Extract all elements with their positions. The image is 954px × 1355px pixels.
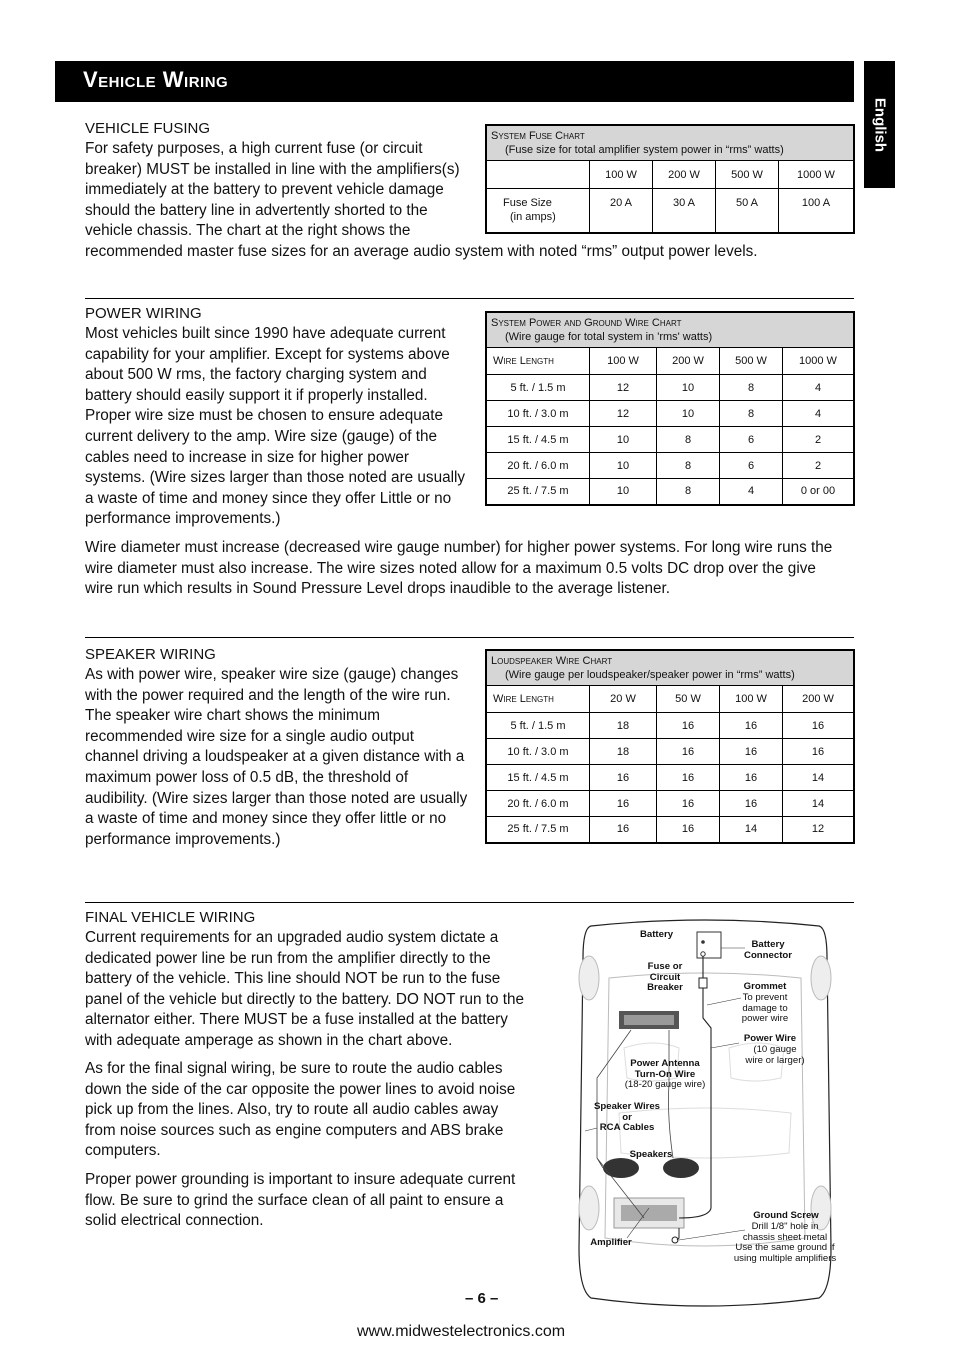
final-line: dedicated power line be run from the amplifier directly to the [85,949,491,967]
power-line: about 500 W rms, the factory charging system and [85,366,427,384]
speaker-chart-title: Loudspeaker Wire Chart [491,655,613,667]
label-line: wire or larger) [745,1054,805,1066]
fuse-row-label [486,189,590,233]
fuse-chart-header: 100 W [590,161,653,189]
final-line: battery of the vehicle. This line should NOT be run to the fuse [85,970,501,988]
final-paragraph-1 [85,928,524,1052]
fuse-chart-header: 500 W [716,161,779,189]
label-power-wire: Power Wire [743,1033,797,1044]
divider [85,637,854,638]
table-row [486,739,854,765]
power-line: systems. (Wire sizes larger than those noted are usually [85,469,466,487]
final-line: computers. [85,1142,161,1160]
table-row [486,375,854,401]
final-line: from noise sources such as engine computers and ABS brake [85,1121,504,1139]
final-line: panel of the vehicle but directly to the battery. DO NOT run to the [85,990,525,1008]
power-text-2 [85,538,832,600]
power-chart-header: Wire Length [486,348,590,375]
speaker-heading: SPEAKER WIRING [85,646,216,663]
final-line: down the side of the car opposite the power lines to avoid noise [85,1080,516,1098]
fuse-value: 50 A [716,189,779,233]
table-cell: 18 [590,739,657,765]
power-line: battery should easily support it if properly installed. [85,386,428,404]
speaker-chart-header: Wire Length [486,686,590,713]
label-battery-connector [733,940,803,961]
final-line: alternator either. There MUST be a fuse installed at the battery [85,1011,508,1029]
page-number: – 6 – [465,1290,499,1307]
label-ground-screw: Ground Screw [753,1210,819,1221]
wiring-diagram [569,918,841,1310]
fuse-chart-header: 1000 W [779,161,855,189]
table-cell: 16 [657,817,720,843]
power-line: current delivery to the amp. Wire size (gauge) of the [85,427,437,445]
fuse-chart-caption [486,125,854,161]
label-line: Turn-On Wire [634,1068,696,1080]
title-bar [55,61,854,102]
table-cell: 16 [720,739,783,765]
label-line: Battery [751,939,785,950]
power-chart-title: System Power and Ground Wire Chart [491,317,682,329]
label-battery: Battery [639,929,674,940]
table-cell: 10 [590,479,657,505]
label-antenna-note: (18-20 gauge wire) [624,1079,706,1090]
label-line: chassis sheet metal [742,1231,828,1243]
table-cell: 16 [720,791,783,817]
label-grommet: Grommet [743,981,787,992]
fusing-line: vehicle chassis. The chart at the right shows the [85,222,411,240]
table-cell: 14 [783,791,855,817]
table-cell: 25 ft. / 7.5 m [486,817,590,843]
label-grommet-note [734,993,796,1025]
label-line: Connector [744,949,792,961]
speaker-chart-header: 100 W [720,686,783,713]
table-cell: 16 [657,791,720,817]
table-cell: 16 [783,713,855,739]
label-line: power wire [741,1013,789,1024]
table-cell: 0 or 00 [783,479,855,505]
fuse-chart-header: 200 W [653,161,716,189]
table-cell: 12 [590,401,657,427]
table-cell: 4 [720,479,783,505]
label-power-wire-note [735,1045,815,1066]
table-cell: 8 [657,479,720,505]
table-cell: 12 [783,817,855,843]
label-line: Speaker Wires [593,1101,661,1112]
speaker-text [85,665,467,850]
power-line-2: wire diameter must also increase. The wire sizes noted allow for a maximum 0.5 volts DC drop over the give [85,559,816,577]
table-row [486,765,854,791]
table-cell: 10 ft. / 3.0 m [486,401,590,427]
table-cell: 8 [657,427,720,453]
speaker-line: maximum power loss of 0.5 dB, the threshold of [85,768,409,786]
label-line: Power Antenna [630,1058,700,1069]
final-line: with adequate amperage as shown in the chart above. [85,1031,453,1049]
table-row [486,791,854,817]
table-cell: 2 [783,453,855,479]
table-cell: 6 [720,453,783,479]
fusing-heading: VEHICLE FUSING [85,120,211,137]
table-cell: 16 [657,765,720,791]
label-line: damage to [742,1002,788,1014]
label-line: To prevent [742,992,788,1003]
table-cell: 18 [590,713,657,739]
speaker-line: a waste of time and money since they offer little or no [85,810,447,828]
power-line-2: wire run which results in Sound Pressure Level drops inaudible to the average listener. [85,580,671,598]
final-paragraph-3 [85,1170,515,1232]
power-chart [485,311,855,506]
divider [85,902,854,903]
table-cell: 10 ft. / 3.0 m [486,739,590,765]
final-heading: FINAL VEHICLE WIRING [85,909,256,926]
fuse-chart-subtitle: (Fuse size for total amplifier system power in “rms” watts) [505,144,784,156]
table-cell: 4 [783,375,855,401]
fuse-value: 30 A [653,189,716,233]
speaker-chart-header: 20 W [590,686,657,713]
table-cell: 16 [590,765,657,791]
label-line: Fuse or [647,961,683,972]
fuse-row-label-line: Fuse Size [503,197,552,210]
fuse-chart [485,124,855,234]
website-link[interactable]: www.midwestelectronics.com [357,1323,566,1340]
speaker-chart-header: 200 W [783,686,855,713]
label-speakers: Speakers [629,1149,673,1160]
table-cell: 2 [783,427,855,453]
fusing-line: recommended master fuse sizes for an average audio system with noted “rms” output power levels. [85,242,758,260]
fusing-line: For safety purposes, a high current fuse (or circuit [85,140,423,157]
speaker-line: As with power wire, speaker wire size (gauge) changes [85,666,459,683]
table-cell: 16 [783,739,855,765]
speaker-line: channel driving a loudspeaker at a given distance with a [85,748,465,766]
label-line: RCA Cables [599,1122,655,1133]
power-line: Most vehicles built since 1990 have adequate current [85,325,446,342]
fuse-value: 100 A [779,189,855,233]
speaker-chart-caption [486,650,854,686]
final-line: Proper power grounding is important to insure adequate current [85,1171,516,1188]
power-chart-header: 500 W [720,348,783,375]
table-row [486,401,854,427]
speaker-line: recommended wire size for a single audio output [85,727,415,745]
power-chart-header: 1000 W [783,348,855,375]
table-row [486,479,854,505]
table-cell: 10 [590,453,657,479]
fusing-line: immediately at the battery to prevent vehicle damage [85,181,444,199]
table-row [486,817,854,843]
table-cell: 6 [720,427,783,453]
table-cell: 14 [783,765,855,791]
speaker-line: performance improvements.) [85,830,281,848]
table-cell: 16 [720,713,783,739]
table-cell: 8 [657,453,720,479]
table-cell: 15 ft. / 4.5 m [486,427,590,453]
label-ground-note [727,1222,843,1264]
fuse-chart-title: System Fuse Chart [491,130,585,142]
table-cell: 12 [590,375,657,401]
speaker-chart-subtitle: (Wire gauge per loudspeaker/speaker power in “rms” watts) [505,669,795,681]
fuse-value: 20 A [590,189,653,233]
table-cell: 10 [657,401,720,427]
speaker-line: with the power required and the length of the wire run. [85,686,451,704]
table-cell: 16 [590,791,657,817]
table-row [486,427,854,453]
power-line: a waste of time and money since they offer Little or no [85,489,452,507]
table-cell: 5 ft. / 1.5 m [486,375,590,401]
speaker-line: The speaker wire chart shows the minimum [85,707,380,725]
power-line: cables need to increase in size for higher power [85,448,409,466]
power-chart-caption [486,312,854,348]
fusing-line: should the battery line in advertently shorted to the [85,201,428,219]
label-line: Use the same ground if [735,1242,835,1253]
table-cell: 16 [657,713,720,739]
power-line: performance improvements.) [85,510,281,528]
table-cell: 20 ft. / 6.0 m [486,453,590,479]
power-chart-subtitle: (Wire gauge for total system in 'rms' watts) [505,331,713,343]
language-tab [864,61,895,188]
final-line: pick up from the lines. Also, try to route all audio cables away [85,1101,499,1119]
fusing-line: breaker) MUST be installed in line with the amplifiers(s) [85,160,460,178]
table-cell: 20 ft. / 6.0 m [486,791,590,817]
label-line: Breaker [647,982,683,993]
language-tab-label: English [871,97,888,152]
table-cell: 8 [720,401,783,427]
final-line: flow. Be sure to grind the surface clean of all paint to ensure a [85,1191,504,1209]
label-line: using multiple amplifiers [733,1252,837,1264]
label-line: or [622,1111,632,1123]
power-line: capability for your amplifier. Except for systems above [85,345,450,363]
power-heading: POWER WIRING [85,305,202,322]
table-cell: 25 ft. / 7.5 m [486,479,590,505]
table-cell: 16 [720,765,783,791]
table-cell: 16 [657,739,720,765]
table-cell: 14 [720,817,783,843]
table-row [486,713,854,739]
final-line: Current requirements for an upgraded audio system dictate a [85,929,499,946]
power-text [85,324,465,530]
fuse-chart-blank [486,161,590,189]
power-chart-header: 200 W [657,348,720,375]
label-line: Drill 1/8" hole in [751,1221,819,1232]
table-cell: 10 [590,427,657,453]
speaker-chart-header: 50 W [657,686,720,713]
table-cell: 10 [657,375,720,401]
table-cell: 15 ft. / 4.5 m [486,765,590,791]
divider [85,298,854,299]
table-cell: 16 [590,817,657,843]
final-line: solid electrical connection. [85,1212,264,1230]
speaker-chart [485,649,855,844]
label-fuse [637,962,693,994]
table-cell: 8 [720,375,783,401]
speaker-line: audibility. (Wire sizes larger than those noted are usually [85,789,468,807]
final-paragraph-2 [85,1059,515,1162]
table-cell: 5 ft. / 1.5 m [486,713,590,739]
label-speaker-wires [585,1102,669,1134]
final-line: As for the final signal wiring, be sure to route the audio cables [85,1060,503,1077]
power-line-2: Wire diameter must increase (decreased wire gauge number) for higher power systems. For long wire runs the [85,539,833,556]
table-row [486,453,854,479]
label-line: (10 gauge [753,1044,797,1055]
label-antenna [617,1059,713,1080]
label-line: Circuit [649,971,681,983]
table-cell: 4 [783,401,855,427]
power-line: Proper wire size must be chosen to ensure adequate [85,407,443,425]
page-title: Vehicle Wiring [83,67,229,92]
fuse-row-label-line: (in amps) [510,211,556,224]
power-chart-header: 100 W [590,348,657,375]
label-amplifier: Amplifier [590,1237,632,1248]
